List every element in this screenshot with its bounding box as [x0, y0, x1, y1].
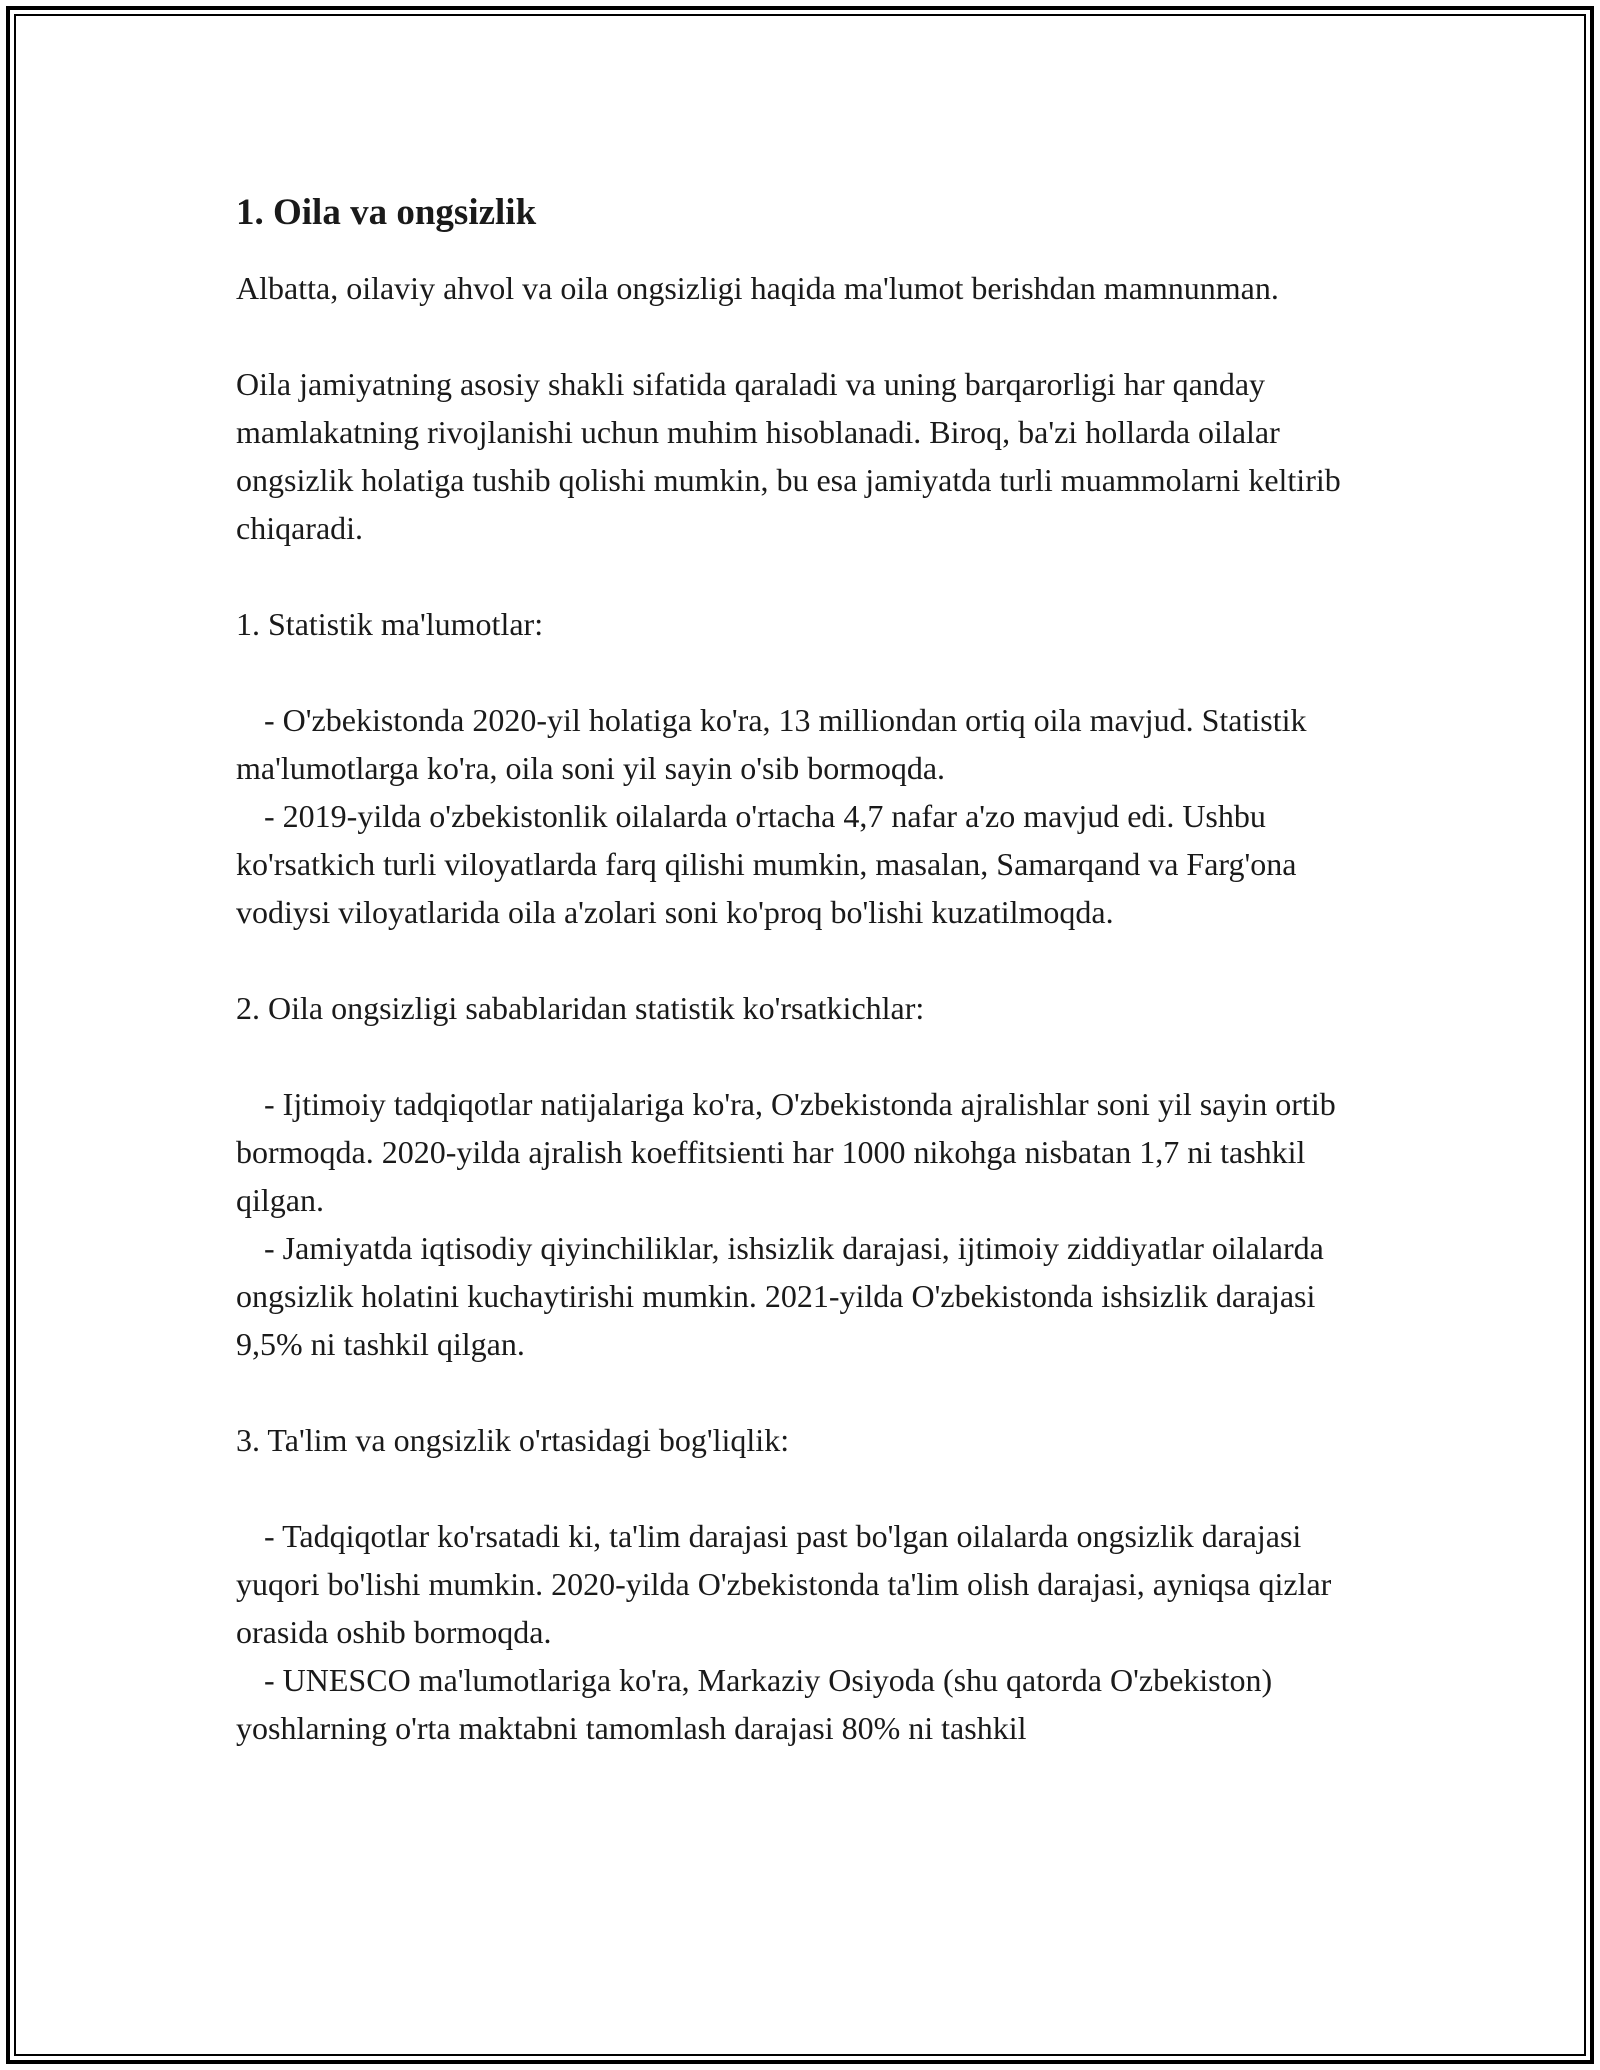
section-heading: 2. Oila ongsizligi sabablaridan statistik ko'rsatkichlar: [236, 990, 925, 1026]
section-education [236, 1416, 1376, 1752]
bullet-item: - UNESCO ma'lumotlariga ko'ra, Markaziy Osiyoda (shu qatorda O'zbekiston) yoshlarning o'rta maktabni tamomlash darajasi 80% ni tashkil [236, 1662, 1273, 1746]
body-paragraph: Oila jamiyatning asosiy shakli sifatida qaraladi va uning barqarorligi har qanday mamlakatning rivojlanishi uchun muhim hisoblanadi. Biroq, ba'zi hollarda oilalar ongsizlik holatiga tushib qolishi mumkin, bu esa jamiyatda turli muammolarni keltirib chiqaradi. [236, 366, 1341, 546]
section-causes [236, 984, 1376, 1368]
document-title: 1. Oila va ongsizlik [236, 192, 537, 233]
intro-paragraph: Albatta, oilaviy ahvol va oila ongsizligi haqida ma'lumot berishdan mamnunman. [236, 270, 1279, 306]
section-heading: 1. Statistik ma'lumotlar: [236, 606, 544, 642]
bullet-item: - 2019-yilda o'zbekistonlik oilalarda o'rtacha 4,7 nafar a'zo mavjud edi. Ushbu ko'rsatkich turli viloyatlarda farq qilishi mumkin, masalan, Samarqand va Farg'ona vodiysi viloyatlarida oila a'zolari soni ko'proq bo'lishi kuzatilmoqda. [236, 798, 1297, 930]
bullet-item: - Ijtimoiy tadqiqotlar natijalariga ko'ra, O'zbekistonda ajralishlar soni yil sayin ortib bormoqda. 2020-yilda ajralish koeffitsienti har 1000 nikohga nisbatan 1,7 ni tashkil qilgan. [236, 1086, 1336, 1218]
bullet-item: - O'zbekistonda 2020-yil holatiga ko'ra, 13 milliondan ortiq oila mavjud. Statistik ma'lumotlarga ko'ra, oila soni yil sayin o'sib bormoqda. [236, 702, 1307, 786]
document-body [236, 188, 1376, 1752]
bullet-item: - Tadqiqotlar ko'rsatadi ki, ta'lim darajasi past bo'lgan oilalarda ongsizlik darajasi yuqori bo'lishi mumkin. 2020-yilda O'zbekistonda ta'lim olish darajasi, ayniqsa qizlar orasida oshib bormoqda. [236, 1518, 1332, 1650]
section-statistics [236, 600, 1376, 936]
bullet-item: - Jamiyatda iqtisodiy qiyinchiliklar, ishsizlik darajasi, ijtimoiy ziddiyatlar oilalarda ongsizlik holatini kuchaytirishi mumkin. 2021-yilda O'zbekistonda ishsizlik darajasi 9,5% ni tashkil qilgan. [236, 1230, 1324, 1362]
section-heading: 3. Ta'lim va ongsizlik o'rtasidagi bog'liqlik: [236, 1422, 790, 1458]
